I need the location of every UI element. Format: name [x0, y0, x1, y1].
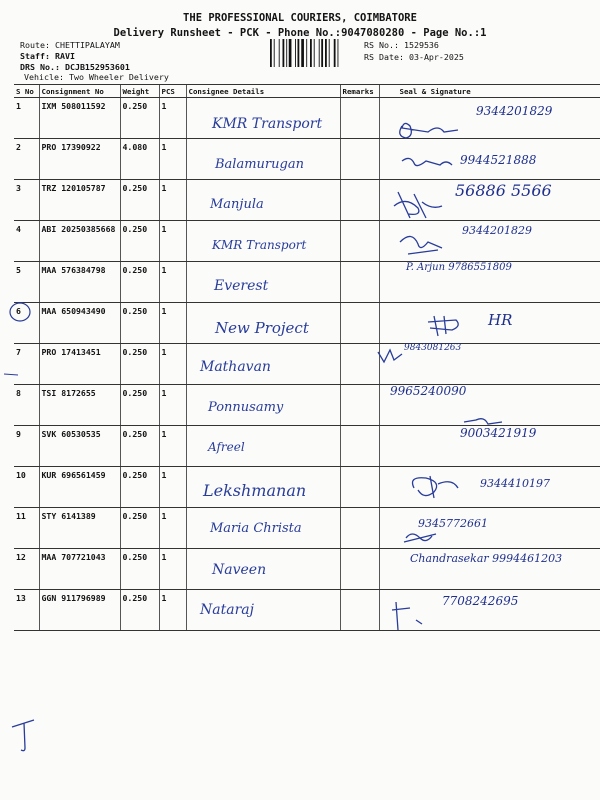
weight-cell: 0.250 [120, 508, 159, 549]
weight-cell: 0.250 [120, 385, 159, 426]
sno-cell: 7 [14, 344, 39, 385]
weight-cell: 0.250 [120, 549, 159, 590]
pcs-cell: 1 [159, 303, 186, 344]
consignee-handwriting: Everest [214, 278, 269, 294]
sno-cell: 12 [14, 549, 39, 590]
signature-handwriting: 9344410197 [480, 476, 550, 490]
signature-handwriting: P. Arjun 9786551809 [406, 262, 512, 273]
runsheet-title: Delivery Runsheet - PCK - Phone No.:9047080280 - Page No.:1 [113, 27, 487, 39]
signature-handwriting: 9344201829 [462, 223, 532, 237]
consignment-number-cell: GGN 911796989 [39, 590, 120, 631]
col-header-consignee: Consignee Details [186, 85, 340, 98]
pcs-cell: 1 [159, 467, 186, 508]
sno-cell: 11 [14, 508, 39, 549]
pcs-cell: 1 [159, 180, 186, 221]
pcs-cell: 1 [159, 139, 186, 180]
staff-label: Staff: RAVI [20, 51, 75, 61]
pcs-cell: 1 [159, 549, 186, 590]
signature-handwriting: 9944521888 [460, 152, 537, 167]
signature-handwriting: 7708242695 [442, 594, 519, 608]
consignment-number-cell: MAA 576384798 [39, 262, 120, 303]
consignee-handwriting: Mathavan [200, 359, 271, 375]
sno-cell: 4 [14, 221, 39, 262]
sno-cell: 3 [14, 180, 39, 221]
signature-scribble [464, 419, 502, 424]
weight-cell: 0.250 [120, 98, 159, 139]
sno-cell: 9 [14, 426, 39, 467]
col-header-remarks: Remarks [340, 85, 379, 98]
signature-handwriting: HR [488, 310, 513, 329]
consignment-number-cell: ABI 20250385668 [39, 221, 120, 262]
signature-handwriting: 9965240090 [390, 383, 467, 398]
consignee-handwriting: Naveen [212, 561, 267, 578]
consignment-number-cell: TRZ 120105787 [39, 180, 120, 221]
consignee-handwriting: Manjula [210, 197, 264, 212]
drs-number: DRS No.: DCJB152953601 [20, 62, 130, 72]
weight-cell: 0.250 [120, 180, 159, 221]
pcs-cell: 1 [159, 508, 186, 549]
signature-scribble [402, 158, 452, 165]
route-label: Route: CHETTIPALAYAM [20, 40, 120, 50]
consignment-number-cell: MAA 707721043 [39, 549, 120, 590]
sno-cell: 13 [14, 590, 39, 631]
vehicle-label: Vehicle: Two Wheeler Delivery [24, 72, 169, 82]
consignee-handwriting: KMR Transport [212, 116, 323, 132]
signature-handwriting: 9345772661 [418, 517, 488, 530]
company-title: THE PROFESSIONAL COURIERS, COIMBATORE [183, 12, 417, 24]
consignment-number-cell: PRO 17390922 [39, 139, 120, 180]
signature-scribble [428, 316, 458, 336]
consignment-number-cell: PRO 17413451 [39, 344, 120, 385]
pcs-cell: 1 [159, 344, 186, 385]
consignment-number-cell: IXM 508011592 [39, 98, 120, 139]
col-header-signature: Seal & Signature [379, 85, 600, 98]
col-header-sno: S No [14, 85, 39, 98]
rs-date: RS Date: 03-Apr-2025 [364, 52, 464, 62]
signature-handwriting: 9843081263 [404, 343, 462, 353]
signature-handwriting: 9003421919 [460, 426, 537, 440]
weight-cell: 0.250 [120, 467, 159, 508]
weight-cell: 0.250 [120, 303, 159, 344]
consignment-number-cell: SVK 60530535 [39, 426, 120, 467]
consignee-handwriting: Ponnusamy [208, 399, 284, 415]
pcs-cell: 1 [159, 98, 186, 139]
weight-cell: 0.250 [120, 262, 159, 303]
signature-scribble [378, 350, 402, 362]
signature-handwriting: Chandrasekar 9994461203 [410, 551, 563, 565]
signature-scribble [400, 236, 442, 254]
signature-scribble [392, 602, 422, 630]
consignment-number-cell: TSI 8172655 [39, 385, 120, 426]
rs-number: RS No.: 1529536 [364, 40, 439, 50]
col-header-weight: Weight [120, 85, 159, 98]
weight-cell: 0.250 [120, 221, 159, 262]
signature-scribble [400, 123, 458, 138]
pcs-cell: 1 [159, 385, 186, 426]
signature-handwriting: 9344201829 [476, 104, 553, 118]
consignment-number-cell: MAA 650943490 [39, 303, 120, 344]
sno-cell: 5 [14, 262, 39, 303]
signature-handwriting: 56886 5566 [455, 181, 552, 200]
consignment-number-cell: STY 6141389 [39, 508, 120, 549]
weight-cell: 0.250 [120, 590, 159, 631]
consignee-handwriting: KMR Transport [212, 237, 307, 252]
consignee-handwriting: Lekshmanan [203, 480, 307, 500]
signature-scribble [394, 192, 442, 218]
sno-cell: 1 [14, 98, 39, 139]
col-header-consignment: Consignment No [39, 85, 120, 98]
weight-cell: 4.080 [120, 139, 159, 180]
sno-cell: 8 [14, 385, 39, 426]
consignee-handwriting: Afreel [208, 440, 245, 454]
pcs-cell: 1 [159, 221, 186, 262]
pcs-cell: 1 [159, 426, 186, 467]
pcs-cell: 1 [159, 590, 186, 631]
sno-cell: 6 [14, 303, 39, 344]
consignment-number-cell: KUR 696561459 [39, 467, 120, 508]
consignee-handwriting: Maria Christa [210, 521, 302, 536]
consignee-handwriting: Nataraj [200, 602, 254, 618]
weight-cell: 0.250 [120, 344, 159, 385]
consignee-handwriting: New Project [215, 318, 309, 337]
consignee-handwriting: Balamurugan [215, 156, 304, 172]
weight-cell: 0.250 [120, 426, 159, 467]
sno-cell: 2 [14, 139, 39, 180]
signature-scribble [404, 534, 436, 542]
sno-cell: 10 [14, 467, 39, 508]
col-header-pcs: PCS [159, 85, 186, 98]
pcs-cell: 1 [159, 262, 186, 303]
signature-scribble [413, 476, 459, 498]
